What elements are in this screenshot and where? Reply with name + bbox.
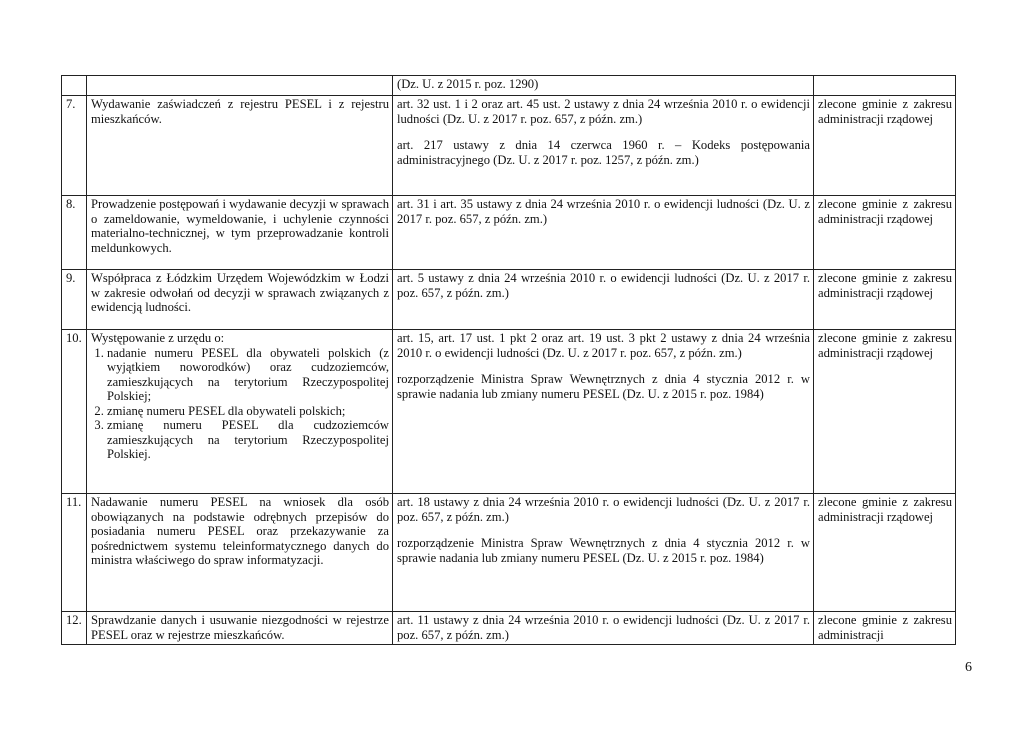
task-description: Występowanie z urzędu o: [91,331,225,345]
page-number: 6 [965,660,972,675]
task-description: Nadawanie numeru PESEL na wniosek dla osób obowiązanych na podstawie odrębnych przepisów do posiadania numeru PESEL oraz przekazywanie za pośrednictwem systemu teleinformatycznego danych do ministra właściwego do spraw informatyzacji. [87,494,393,612]
row-number: 7. [62,96,87,196]
task-cell [87,76,393,96]
legal-basis-cell [393,330,814,494]
task-description: Wydawanie zaświadczeń z rejestru PESEL i z rejestru mieszkańców. [87,96,393,196]
task-description: Prowadzenie postępowań i wydawanie decyzji w sprawach o zameldowanie, wymeldowanie, i uchylenie czynności materialno-technicznej, w tym przeprowadzanie kontroli meldunkowych. [87,196,393,270]
legal-basis-cell [393,270,814,330]
legal-basis-text: art. 11 ustawy z dnia 24 września 2010 r. o ewidencji ludności (Dz. U. z 2017 r. poz. 657, z późn. zm.) [397,613,810,642]
task-description: Sprawdzanie danych i usuwanie niezgodności w rejestrze PESEL oraz w rejestrze mieszkańców. [87,612,393,645]
task-description-cell [87,330,393,494]
table-row-continuation [62,76,956,96]
task-type: zlecone gminie z zakresu administracji [814,612,956,645]
task-type-cell [814,76,956,96]
legal-basis-cell [393,96,814,196]
legal-basis-text: art. 31 i art. 35 ustawy z dnia 24 września 2010 r. o ewidencji ludności (Dz. U. z 2017 r. poz. 657, z późn. zm.) [397,197,810,226]
table-row [62,96,956,196]
legal-basis-cell [393,612,814,645]
legal-basis-text: art. 5 ustawy z dnia 24 września 2010 r. o ewidencji ludności (Dz. U. z 2017 r. poz. 657, z późn. zm.) [397,271,810,300]
legal-basis-text: rozporządzenie Ministra Spraw Wewnętrznych z dnia 4 stycznia 2012 r. w sprawie nadania lub zmiany numeru PESEL (Dz. U. z 2015 r. poz. 1984) [397,372,810,401]
row-number: 9. [62,270,87,330]
table-row [62,330,956,494]
task-type: zlecone gminie z zakresu administracji rządowej [814,330,956,494]
legal-basis-cell: (Dz. U. z 2015 r. poz. 1290) [393,76,814,96]
row-number: 10. [62,330,87,494]
task-description: Współpraca z Łódzkim Urzędem Wojewódzkim w Łodzi w zakresie odwołań od decyzji w sprawach związanych z ewidencją ludności. [87,270,393,330]
task-subitem: 3. zmianę numeru PESEL dla cudzoziemców zamieszkujących na terytorium Rzeczypospolitej Polskiej. [107,418,389,462]
legal-basis-cell [393,494,814,612]
table-row [62,612,956,645]
task-type: zlecone gminie z zakresu administracji rządowej [814,494,956,612]
row-number: 12. [62,612,87,645]
task-type: zlecone gminie z zakresu administracji rządowej [814,196,956,270]
tasks-table [61,75,956,645]
task-type: zlecone gminie z zakresu administracji rządowej [814,96,956,196]
legal-basis-text: art. 32 ust. 1 i 2 oraz art. 45 ust. 2 ustawy z dnia 24 września 2010 r. o ewidencji ludności (Dz. U. z 2017 r. poz. 657, z późn. zm.) [397,97,810,126]
task-subitem: 2. zmianę numeru PESEL dla obywateli polskich; [107,404,389,419]
row-number: 11. [62,494,87,612]
table-row [62,270,956,330]
table-row [62,494,956,612]
task-type: zlecone gminie z zakresu administracji rządowej [814,270,956,330]
legal-basis-cell [393,196,814,270]
legal-basis-text: rozporządzenie Ministra Spraw Wewnętrznych z dnia 4 stycznia 2012 r. w sprawie nadania lub zmiany numeru PESEL (Dz. U. z 2015 r. poz. 1984) [397,536,810,565]
legal-basis-text: art. 15, art. 17 ust. 1 pkt 2 oraz art. 19 ust. 3 pkt 2 ustawy z dnia 24 września 2010 r. o ewidencji ludności (Dz. U. z 2017 r. poz. 657, z późn. zm.) [397,331,810,360]
task-subitem: 1. nadanie numeru PESEL dla obywateli polskich (z wyjątkiem noworodków) oraz cudzoziemców, zamieszkujących na terytorium Rzeczypospolitej Polskiej; [107,346,389,404]
table-row [62,196,956,270]
task-subitems [91,346,389,462]
row-number: 8. [62,196,87,270]
legal-basis-text: art. 217 ustawy z dnia 14 czerwca 1960 r. – Kodeks postępowania administracyjnego (Dz. U. z 2017 r. poz. 1257, z późn. zm.) [397,138,810,167]
legal-basis-text: art. 18 ustawy z dnia 24 września 2010 r. o ewidencji ludności (Dz. U. z 2017 r. poz. 657, z późn. zm.) [397,495,810,524]
row-number-cell [62,76,87,96]
